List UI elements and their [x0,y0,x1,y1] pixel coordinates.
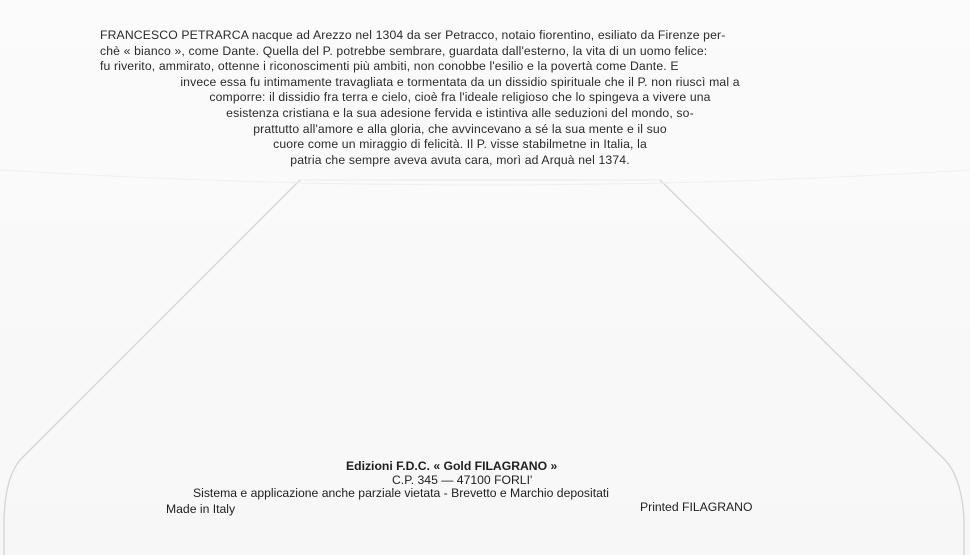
bio-line: patria che sempre aveva avuta cara, morì ad Arquà nel 1374. [290,152,630,167]
bio-line: FRANCESCO PETRARCA nacque ad Arezzo nel 1304 da ser Petracco, notaio fiorentino, esiliato da Firenze per- [100,28,726,42]
publisher-address: C.P. 345 — 47100 FORLI' [392,473,533,487]
rights-notice: Sistema e applicazione anche parziale vietata - Brevetto e Marchio depositati [193,486,609,500]
bio-line: chè « bianco », come Dante. Quella del P. potrebbe sembrare, guardata dall'esterno, la vita di un uomo felice: [100,43,708,58]
bio-line: esistenza cristiana e la sua adesione fervida e istintiva alle seduzioni del mondo, so- [226,105,694,120]
bio-line: comporre: il dissidio fra terra e cielo, cioè fra l'ideale religioso che lo spingeva a vivere una [209,90,711,105]
bio-line: fu riverito, ammirato, ottenne i riconoscimenti più ambiti, non conobbe l'esilio e la povertà come Dante. E [100,59,679,74]
bio-line: invece essa fu intimamente travagliata e tormentata da un dissidio spirituale che il P. non riuscì mal a [180,74,740,89]
publisher-name: Edizioni F.D.C. « Gold FILAGRANO » [346,459,558,473]
biography-text [100,28,820,168]
printer-label: Printed FILAGRANO [640,500,753,514]
bio-line: prattutto all'amore e alla gloria, che avvincevano a sé la sua mente e il suo [253,121,667,136]
bio-line: cuore come un miraggio di felicità. Il P. visse stabilmetne in Italia, la [273,137,647,152]
made-in-label: Made in Italy [166,502,236,516]
